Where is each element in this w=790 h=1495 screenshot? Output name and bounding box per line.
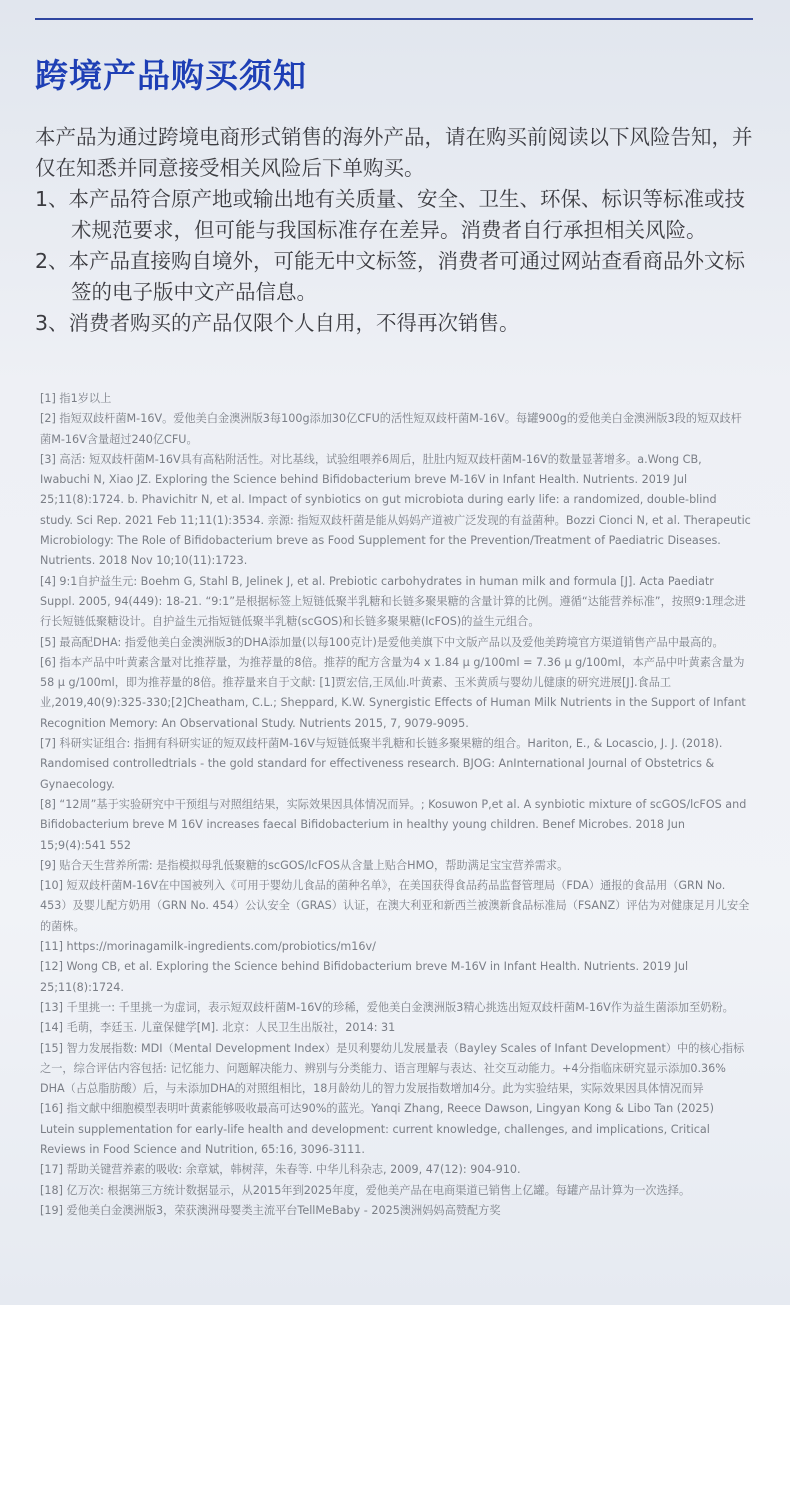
notice-item: 2、本产品直接购自境外，可能无中文标签，消费者可通过网站查看商品外文标签的电子版中文产品信息。 <box>35 249 746 304</box>
references-list <box>40 389 752 1221</box>
notice-intro: 本产品为通过跨境电商形式销售的海外产品，请在购买前阅读以下风险告知，并仅在知悉并同意接受相关风险后下单购买。 <box>35 125 753 180</box>
reference-item: [12] Wong CB, et al. Exploring the Science behind Bifidobacterium breve M-16V in Infant Health. Nutrients. 2019 Jul 25;11(8):1724. <box>40 960 689 994</box>
purchase-notice <box>35 122 753 339</box>
reference-item: [5] 最高配DHA: 指爱他美白金澳洲版3的DHA添加量(以每100克计)是爱他美旗下中文版产品以及爱他美跨境官方渠道销售产品中最高的。 <box>40 635 724 649</box>
reference-item: [14] 毛萌，李廷玉. 儿童保健学[M]. 北京：人民卫生出版社，2014: 31 <box>40 1021 396 1035</box>
reference-item: [8] “12周”基于实验研究中干预组与对照组结果，实际效果因具体情况而异。; Kosuwon P,et al. A synbiotic mixture of scGOS/lcFOS and Bifidobacterium breve M 16V increases faecal Bifidobacterium in healthy young children. Benef Microbes. 2018 Jun 15;9(4):541 552 <box>40 797 747 852</box>
notice-item: 3、消费者购买的产品仅限个人自用，不得再次销售。 <box>35 311 520 335</box>
reference-item: [10] 短双歧杆菌M-16V在中国被列入《可用于婴幼儿食品的菌种名单》，在美国获得食品药品监督管理局（FDA）通报的食品用（GRN No. 453）及婴儿配方奶用（GRN No. 454）公认安全（GRAS）认证，在澳大利亚和新西兰被澳新食品标准局（FSANZ）评估为对健康足月儿安全的菌株。 <box>40 879 750 933</box>
reference-item: [1] 指1岁以上 <box>40 392 112 405</box>
reference-item: [9] 贴合天生营养所需: 是指模拟母乳低聚糖的scGOS/lcFOS从含量上贴合HMO，帮助满足宝宝营养需求。 <box>40 858 569 872</box>
page-title: 跨境产品购买须知 <box>35 56 307 95</box>
notice-item: 1、本产品符合原产地或输出地有关质量、安全、卫生、环保、标识等标准或技术规范要求，但可能与我国标准存在差异。消费者自行承担相关风险。 <box>35 187 746 242</box>
reference-item: [16] 指文献中细胞模型表明叶黄素能够吸收最高可达90%的蓝光。Yanqi Zhang, Reece Dawson, Lingyan Kong & Libo Tan (2025) Lutein supplementation for early-life health and development: current knowledge, challenges, and implications, Critical Reviews in Food Science and Nutrition, 65:16, 3096-3111. <box>40 1102 714 1156</box>
reference-item: [19] 爱他美白金澳洲版3，荣获澳洲母婴类主流平台TellMeBaby - 2025澳洲妈妈高赞配方奖 <box>40 1203 501 1217</box>
reference-item: [15] 智力发展指数: MDI（Mental Development Index）是贝利婴幼儿发展量表（Bayley Scales of Infant Development）中的核心指标之一，综合评估内容包括: 记忆能力、问题解决能力、辨别与分类能力、语言理解与表达、社交互动能力。+4分指临床研究显示添加0.36% DHA（占总脂肪酸）后，与未添加DHA的对照组相比，18月龄幼儿的智力发展指数增加4分。此为实验结果，实际效果因具体情况而异 <box>40 1041 745 1096</box>
reference-item: [17] 帮助关键营养素的吸收: 余章斌，韩树萍，朱春等. 中华儿科杂志, 2009, 47(12): 904-910. <box>40 1163 521 1177</box>
reference-item: [6] 指本产品中叶黄素含量对比推荐量，为推荐量的8倍。推荐的配方含量为4 x 1.84 μ g/100ml = 7.36 μ g/100ml，本产品中叶黄素含量为58 μ g/100ml，即为推荐量的8倍。推荐量来自于文献: [1]贾宏信,王凤仙.叶黄素、玉米黄质与婴幼儿健康的研究进展[J].食品工业,2019,40(9):325-330;[2]Cheatham, C.L.; Sheppard, K.W. Synergistic Effects of Human Milk Nutrients in the Support of Infant Recognition Memory: An Observational Study. Nutrients 2015, 7, 9079-9095. <box>40 655 746 730</box>
reference-item: [4] 9:1自护益生元: Boehm G, Stahl B, Jelinek J, et al. Prebiotic carbohydrates in human milk and formula [J]. Acta Paediatr Suppl. 2005, 94(449): 18-21. “9:1”是根据标签上短链低聚半乳糖和长链多聚果糖的含量计算的比例。遵循“达能营养标准”，按照9:1理念进行长短链低聚糖设计。自护益生元指短链低聚半乳糖(scGOS)和长链多聚果糖(lcFOS)的益生元组合。 <box>40 574 746 629</box>
reference-item: [3] 高活: 短双歧杆菌M-16V具有高粘附活性。对比基线，试验组喂养6周后，肚肚内短双歧杆菌M-16V的数量显著增多。a.Wong CB, Iwabuchi N, Xiao JZ. Exploring the Science behind Bifidobacterium breve M-16V in Infant Health. Nutrients. 2019 Jul 25;11(8):1724. b. Phavichitr N, et al. Impact of synbiotics on gut microbiota during early life: a randomized, double-blind study. Sci Rep. 2021 Feb 11;11(1):3534. 亲源: 指短双歧杆菌是能从妈妈产道被广泛发现的有益菌种。Bozzi Cionci N, et al. Therapeutic Microbiology: The Role of Bifidobacterium breve as Food Supplement for the Prevention/Treatment of Paediatric Diseases. Nutrients. 2018 Nov 10;10(11):1723. <box>40 452 751 568</box>
top-divider <box>35 18 753 20</box>
reference-item: [11] https://morinagamilk-ingredients.com/probiotics/m16v/ <box>40 940 376 954</box>
reference-item: [13] 千里挑一: 千里挑一为虚词，表示短双歧杆菌M-16V的珍稀，爱他美白金澳洲版3精心挑选出短双歧杆菌M-16V作为益生菌添加至奶粉。 <box>40 1000 734 1014</box>
reference-item: [7] 科研实证组合: 指拥有科研实证的短双歧杆菌M-16V与短链低聚半乳糖和长链多聚果糖的组合。Hariton, E., & Locascio, J. J. (2018). Randomised controlledtrials - the gold standard for effectiveness research. BJOG: AnInternational Journal of Obstetrics & Gynaecology. <box>40 737 723 791</box>
reference-item: [2] 指短双歧杆菌M-16V。爱他美白金澳洲版3每100g添加30亿CFU的活性短双歧杆菌M-16V。每罐900g的爱他美白金澳洲版3段的短双歧杆菌M-16V含量超过240亿CFU。 <box>40 412 742 446</box>
reference-item: [18] 亿万次: 根据第三方统计数据显示，从2015年到2025年度，爱他美产品在电商渠道已销售上亿罐。每罐产品计算为一次选择。 <box>40 1183 691 1197</box>
